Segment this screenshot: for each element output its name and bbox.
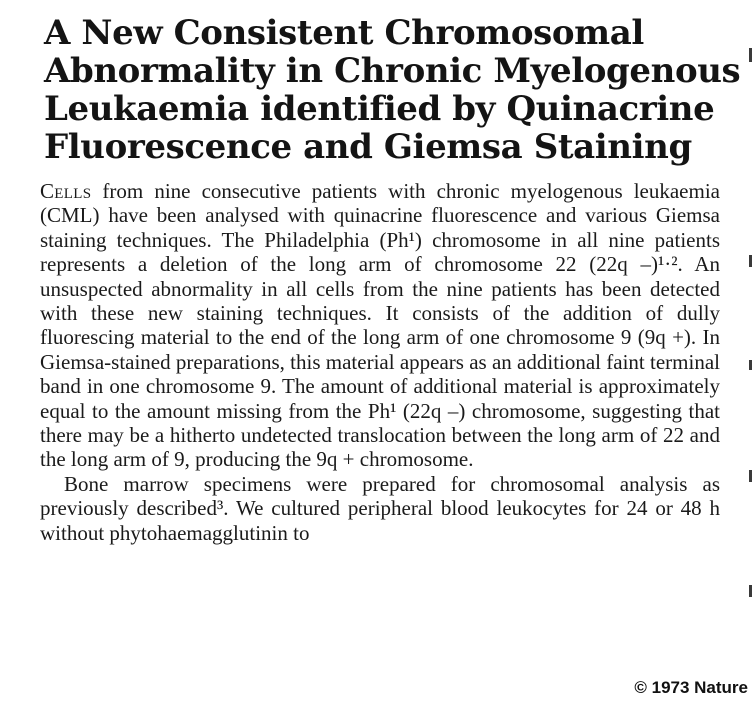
body-paragraph-2: Bone marrow specimens were prepared for chromosomal analysis as previously described³. We cultured peripheral blood leukocytes for 24 or 48 h without phytohaemagglutinin to — [40, 471, 720, 545]
article-title — [44, 13, 741, 167]
title-line: Leukaemia identified by Quinacrine — [44, 89, 715, 129]
title-line: Fluorescence and Giemsa Staining — [44, 127, 692, 167]
paragraph-lead-word: Cells — [40, 179, 92, 203]
title-line: Abnormality in Chronic Myelogenous — [44, 51, 741, 91]
article-body — [40, 179, 720, 545]
body-paragraph-1 — [40, 179, 720, 472]
title-line: A New Consistent Chromosomal — [44, 13, 644, 53]
copyright-credit: © 1973 Nature — [634, 678, 748, 697]
paragraph-1-text: from nine consecutive patients with chronic myelogenous leukaemia (CML) have been analysed with quinacrine fluorescence and various Giemsa staining techniques. The Philadelphia (Ph¹) chromosome in all nine patients represents a deletion of the long arm of chromosome 22 (22q –)¹·². An unsuspected abnormality in all cells from the nine patients has been detected with these new staining techniques. It consists of the addition of dully fluorescing material to the end of the long arm of one chromosome 9 (9q +). In Giemsa-stained preparations, this material appears as an additional faint terminal band in one chromosome 9. The amount of additional material is approximately equal to the amount missing from the Ph¹ (22q –) chromosome, suggesting that there may be a hitherto undetected translocation between the long arm of 22 and the long arm of 9, producing the 9q + chromosome. — [40, 179, 720, 472]
